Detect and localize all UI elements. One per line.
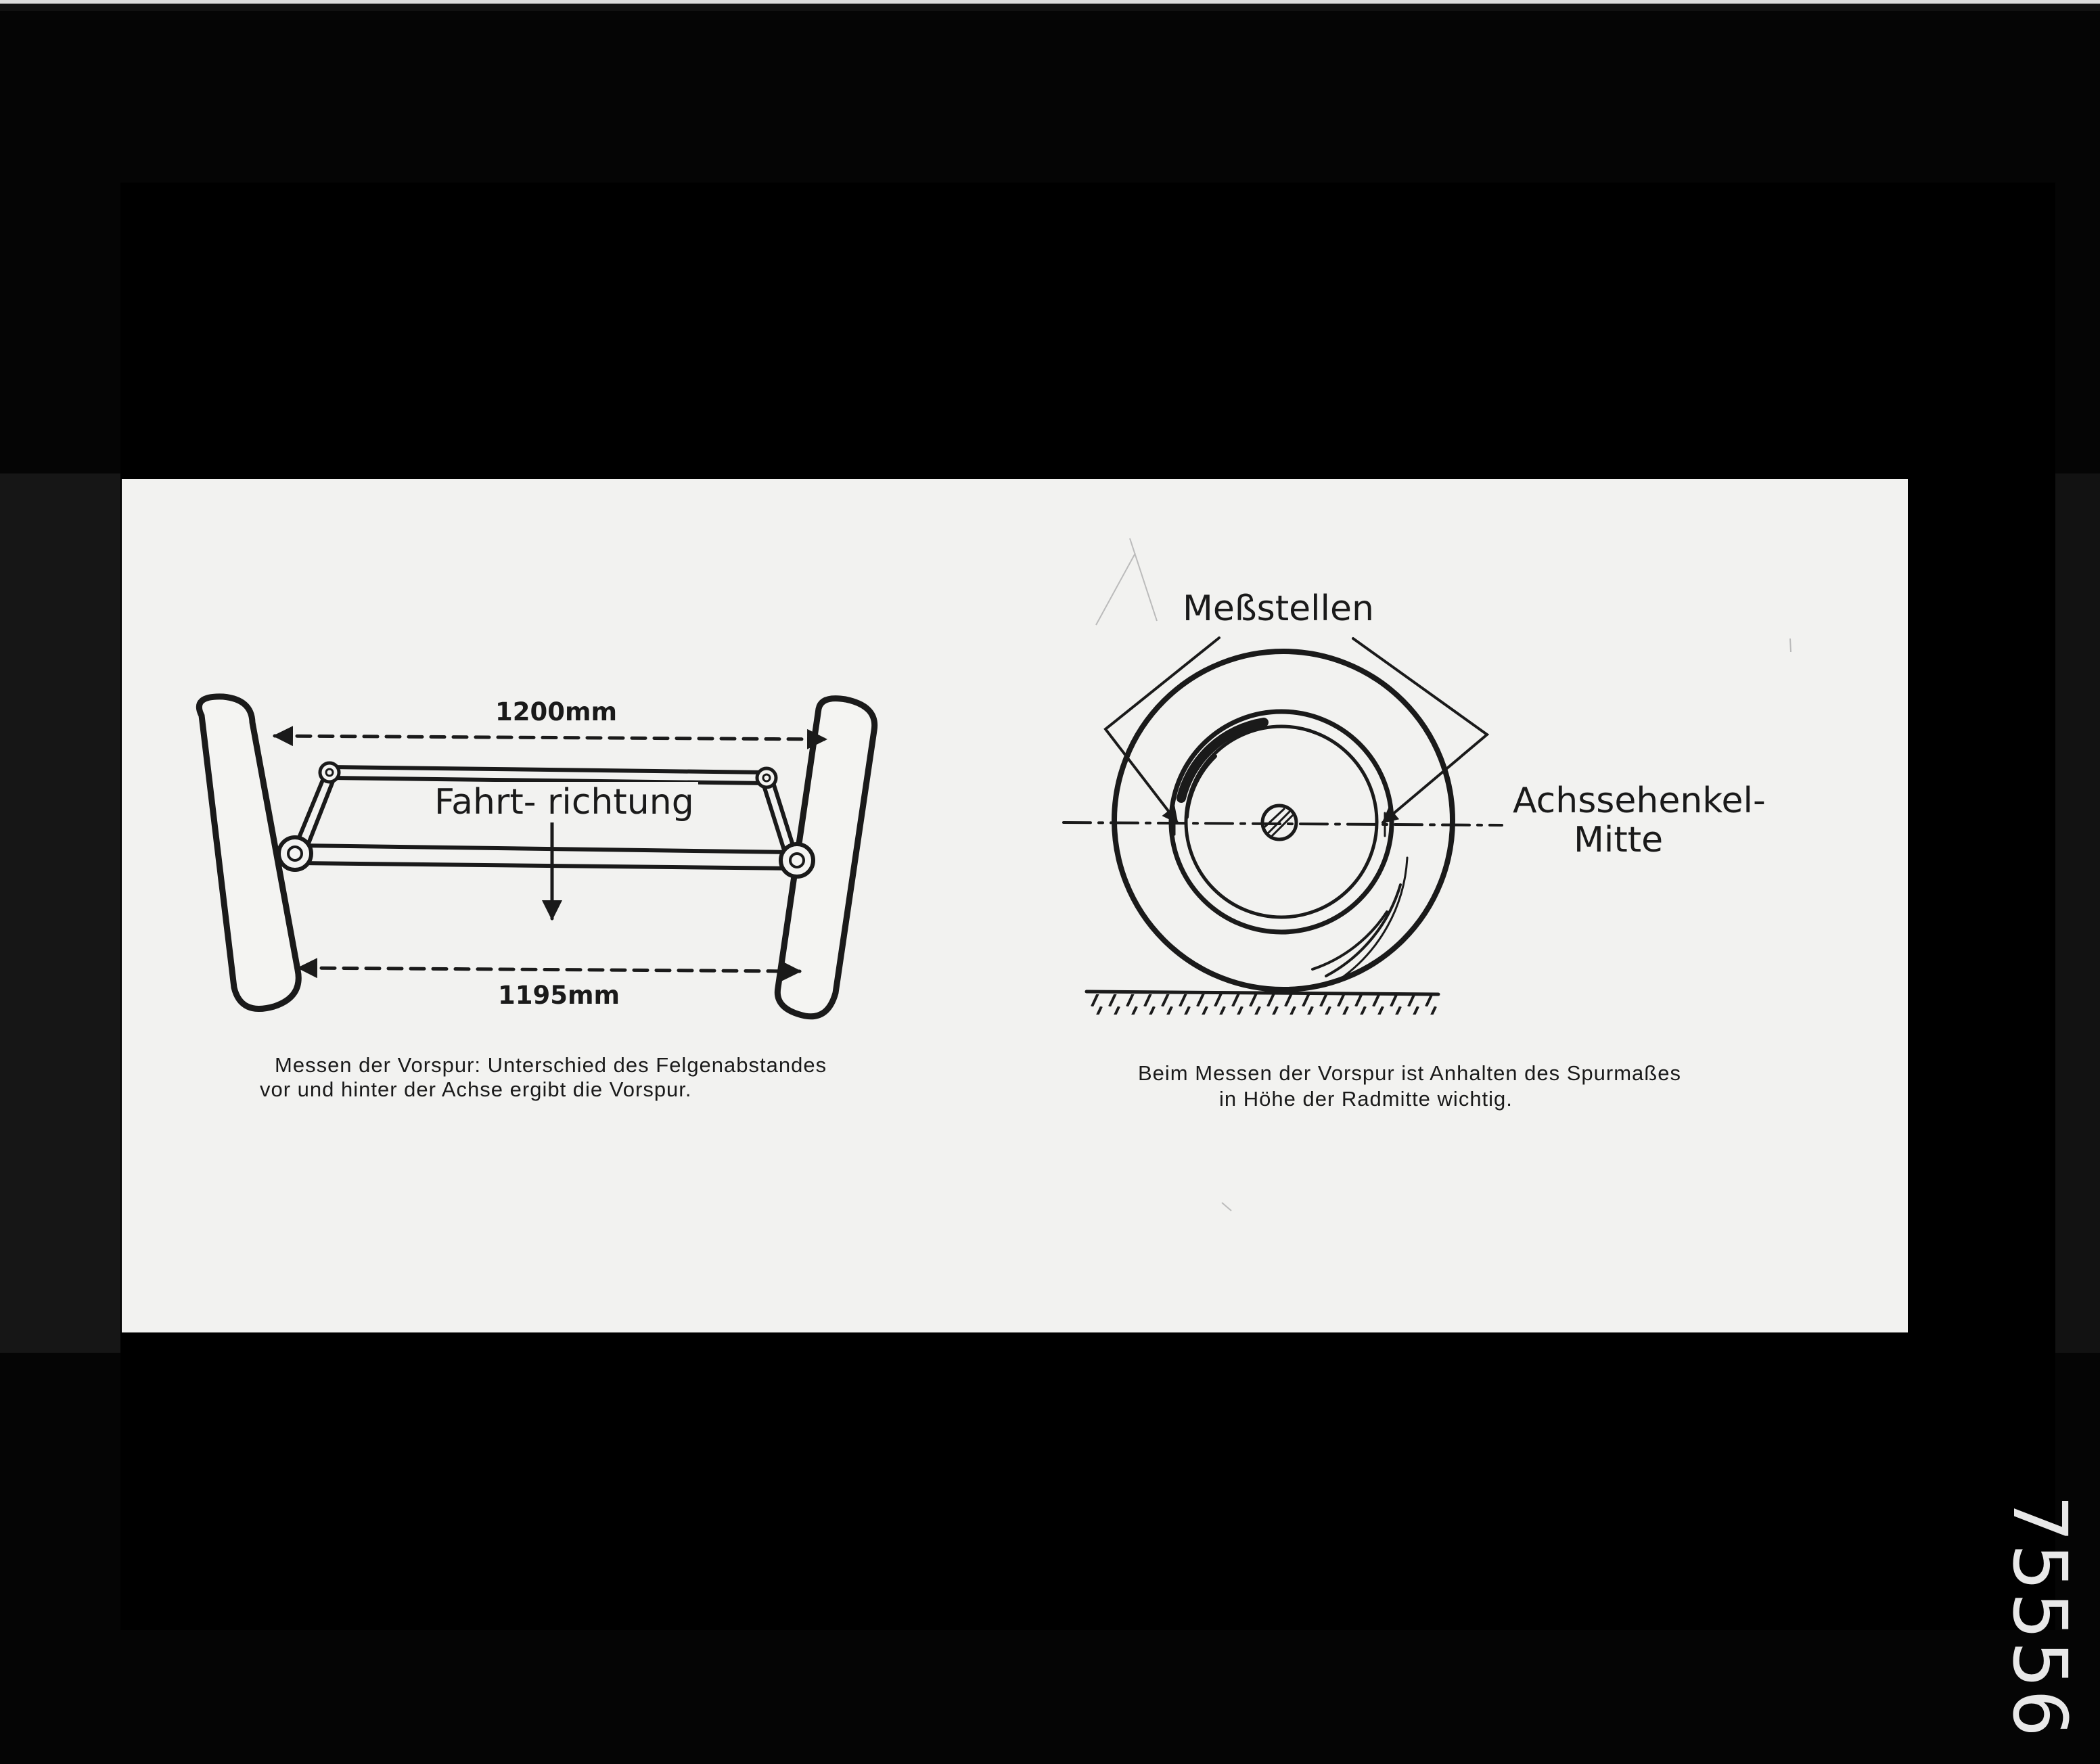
left-kingpin <box>279 837 311 870</box>
tyre-outer <box>1114 651 1453 990</box>
left-tie-rod-joint <box>320 763 339 782</box>
left-steering-arm <box>296 775 334 847</box>
direction-label: Fahrt- richtung <box>430 782 698 822</box>
archive-number-stamp <box>1996 1495 2083 1738</box>
front-axle-diagram <box>199 697 874 1017</box>
diagram-drawing <box>122 479 1908 1332</box>
left-caption-line-2: vor und hinter der Achse ergibt die Vorspur. <box>260 1077 692 1101</box>
right-caption-line-1: Beim Messen der Vorspur ist Anhalten des Spurmaßes <box>1138 1061 1681 1085</box>
wheel-side-diagram <box>1064 638 1502 1015</box>
right-tie-rod-joint <box>757 768 776 787</box>
right-kingpin <box>781 844 813 877</box>
ground-hatch <box>1087 994 1438 1015</box>
dimension-line-rear <box>299 968 800 971</box>
dimension-bottom-label: 1195mm <box>498 981 620 1010</box>
left-caption-line-1: Messen der Vorspur: Unterschied des Felgenabstandes <box>275 1053 827 1077</box>
slide-frame-left-shade <box>0 473 120 1353</box>
diagram-card <box>122 479 1908 1332</box>
ground-line <box>1087 992 1438 994</box>
axis-label-line-1: Achssehenkel- <box>1513 781 1766 821</box>
axle-beam <box>299 845 794 868</box>
slide-frame-top-edge <box>0 0 2100 11</box>
dimension-top-label: 1200mm <box>495 697 618 726</box>
axis-label-line-2: Mitte <box>1574 820 1664 860</box>
measure-points-label: Meßstellen <box>1183 588 1374 629</box>
measure-line-left <box>1105 638 1219 822</box>
right-caption-line-2: in Höhe der Radmitte wichtig. <box>1219 1087 1513 1111</box>
archive-number-text: 75556 <box>1996 1495 2083 1738</box>
rim-outer <box>1171 712 1392 932</box>
dimension-line-front <box>275 736 825 739</box>
tie-rod <box>330 767 766 783</box>
